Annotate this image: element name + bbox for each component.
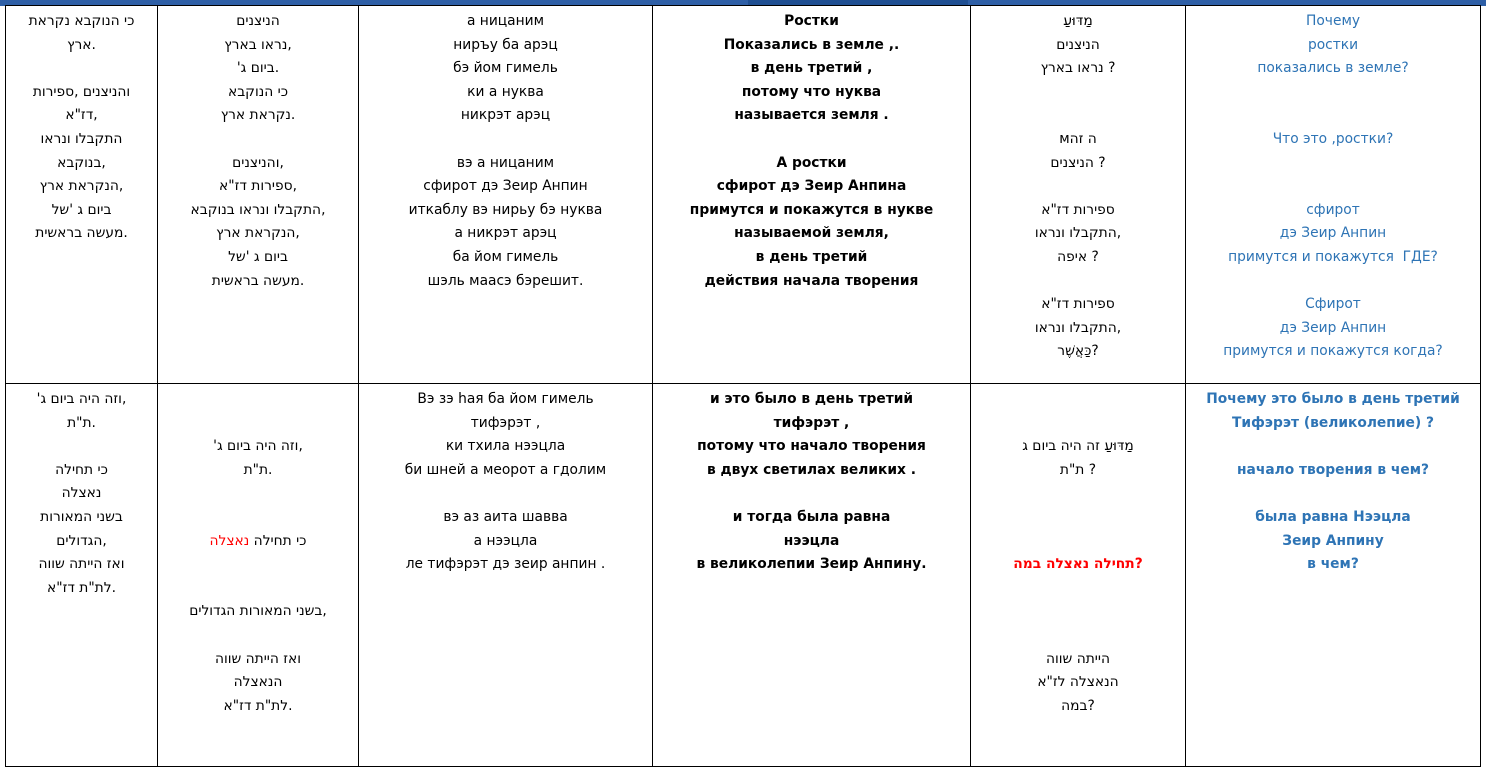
text-line: איפה ? [1057, 248, 1099, 265]
text-line: ת"ת ? [1059, 461, 1097, 478]
text-line: иткаблу вэ нирьу бэ нуква [408, 201, 603, 218]
text-line: נקראת ארץ. [220, 107, 296, 124]
text-line [1188, 104, 1478, 128]
text-line [1188, 270, 1478, 294]
text-line: ואז הייתה שווה [214, 650, 302, 667]
text-line: ת"ת. [67, 414, 96, 431]
text-line: Почему [1305, 13, 1361, 29]
text-line: начало творения в чем? [1237, 461, 1429, 478]
text-line: והניצנים ,ספירות [32, 83, 131, 100]
text-line: ле тифэрэт дэ зеир анпин . [405, 556, 606, 573]
text-line [1188, 175, 1478, 199]
text-line: כי תחילה [55, 461, 108, 478]
highlighted-word: נאצלה [209, 532, 250, 549]
text-line: ביום ג 'של [228, 248, 288, 265]
text-line: вэ а ницаним [456, 154, 555, 171]
text-line: Зеир Анпину [1282, 532, 1384, 549]
table-row [6, 6, 1481, 384]
text-line: в великолепии Зеир Анпину. [696, 556, 927, 573]
text-line: הנקראת ארץ, [39, 178, 124, 195]
text-line: шэль маасэ бэрешит. [427, 272, 584, 289]
text-line: примутся и покажутся в нукве [689, 201, 934, 218]
text-line: ниръу ба арэц [453, 36, 558, 53]
text-line: сфирот [1306, 201, 1360, 218]
text-line: бэ йом гимель [453, 60, 558, 77]
text-line: הנאצלה [233, 674, 283, 691]
text-line [973, 104, 1183, 128]
russian-questions-cell [1186, 384, 1481, 767]
text-line: примутся и покажутся ГДЕ? [1228, 248, 1438, 265]
text-line: התקבלו ונראו, [1034, 319, 1122, 336]
text-line [1188, 152, 1478, 176]
text-line: Ростки [784, 13, 839, 29]
text-line: никрэт арэц [460, 107, 551, 124]
text-line: ארץ. [67, 36, 96, 53]
text-line: הגדולים, [56, 532, 107, 549]
text-line: ת"ת. [243, 461, 273, 478]
text-line [973, 270, 1183, 294]
russian-translation-cell [653, 6, 971, 384]
text-line: ки а нуква [467, 83, 544, 100]
hebrew-source-cell [158, 6, 359, 384]
text-line: тифэрэт , [470, 414, 541, 431]
text-line [655, 482, 968, 506]
text-line: называется земля . [734, 107, 889, 124]
text-line: בנוקבא, [57, 154, 106, 171]
text-line: вэ аз аита шавва [443, 508, 568, 525]
text-line: а ницаним [466, 13, 545, 29]
text-line: дэ Зеир Анпин [1279, 319, 1387, 336]
text-line [1188, 435, 1478, 459]
text-line: הנקראת ארץ, [216, 225, 300, 242]
text-line [973, 482, 1183, 506]
hebrew-questions-cell [971, 6, 1186, 384]
text-line [973, 624, 1183, 648]
text-line [1188, 482, 1478, 506]
text-line: ואז הייתה שווה [38, 556, 125, 573]
text-line: הניצנים [1056, 36, 1100, 53]
text-line: тифэрэт , [773, 414, 850, 431]
text-line [361, 128, 650, 152]
text-line: נאצלה [61, 485, 102, 502]
text-line: сфирот дэ Зеир Анпина [716, 178, 907, 195]
text-line: מעשה בראשית. [211, 272, 305, 289]
text-line: התקבלו ונראו [40, 130, 123, 147]
text-line: והניצנים, [232, 154, 284, 171]
text-line: а нээцла [473, 532, 538, 549]
text-line: ки тхила нээцла [445, 438, 566, 455]
text-line: ביום ג 'של [51, 201, 112, 218]
text-line: мה זה [1059, 130, 1097, 147]
text-line: נראו בארץ ? [1040, 60, 1116, 77]
text-line: была равна Нээцла [1255, 508, 1411, 525]
text-line: ספירות דז"א [1041, 201, 1115, 218]
text-line: 'ביום ג. [236, 60, 280, 77]
text-line: לת"ת דז"א. [223, 697, 293, 714]
russian-questions-cell [1186, 6, 1481, 384]
text-line: כי הנוקבא [227, 83, 289, 100]
text-line: потому что начало творения [697, 438, 926, 455]
source-text: כי תחילה [249, 532, 307, 549]
text-line: נראו בארץ, [224, 36, 292, 53]
text-line: התקבלו ונראו, [1034, 225, 1122, 242]
translation-table [5, 5, 1481, 767]
highlighted-question: תחילה נאצלה במה? [1013, 556, 1143, 573]
text-line: ספירות דז"א [1041, 296, 1115, 313]
text-line: Сфирот [1305, 296, 1361, 313]
text-line: בשני המאורות הגדולים, [189, 603, 327, 620]
text-line [8, 57, 155, 81]
text-line [1188, 81, 1478, 105]
text-line: הניצנים [236, 13, 280, 29]
text-line: Тифэрэт (великолепие) ? [1232, 414, 1434, 431]
text-line: в день третий [755, 248, 868, 265]
text-line: нээцла [783, 532, 840, 549]
russian-translation-cell [653, 384, 971, 767]
hebrew-source-cell [158, 384, 359, 767]
transliteration-cell [359, 384, 653, 767]
text-line: כי הנוקבא נקראת [28, 13, 135, 29]
text-line: называемой земля, [734, 225, 889, 242]
text-line [973, 81, 1183, 105]
text-line: הניצנים ? [1050, 154, 1106, 171]
text-line: הנאצלה לז"א [1037, 674, 1119, 691]
text-line: בשני המאורות [40, 508, 123, 525]
text-line: показались в земле? [1257, 60, 1409, 77]
text-line: ба йом гимель [452, 248, 559, 265]
text-line: במה? [1061, 697, 1095, 714]
text-line: дэ Зеир Анпин [1279, 225, 1387, 242]
text-line: действия начала творения [704, 272, 919, 289]
text-line: 'וזה היה ביום ג, [36, 391, 127, 407]
text-line: ростки [1307, 36, 1359, 53]
text-line: сфирот дэ Зеир Анпин [423, 178, 588, 195]
text-line: Что это ,ростки? [1272, 130, 1394, 147]
text-line: и это было в день третий [709, 391, 914, 407]
text-line: Вэ зэ hая ба йом гимель [417, 391, 594, 407]
text-line: הייתה שווה [1046, 650, 1110, 667]
text-line: а никрэт арэц [454, 225, 557, 242]
hebrew-explanation-cell [6, 384, 158, 767]
text-line: в двух светилах великих . [707, 461, 916, 478]
text-line: и тогда была равна [732, 508, 891, 525]
hebrew-questions-cell [971, 384, 1186, 767]
text-line: מַדּוּעַ זה היה ביום ג [1022, 438, 1134, 455]
text-line: 'וזה היה ביום ג, [213, 438, 303, 455]
table-row [6, 384, 1481, 767]
text-line [160, 624, 356, 648]
text-line: Показались в земле ,. [723, 36, 900, 53]
text-line [160, 128, 356, 152]
text-line: לת"ת דז"א. [47, 579, 116, 596]
text-line: התקבלו ונראו בנוקבא, [190, 201, 326, 218]
text-line: מעשה בראשית. [35, 225, 128, 242]
text-line: примутся и покажутся когда? [1223, 343, 1443, 360]
text-line [8, 435, 155, 459]
hebrew-explanation-cell [6, 6, 158, 384]
text-line [361, 482, 650, 506]
text-line: מַדּוּעַ [1063, 13, 1093, 29]
text-line [655, 128, 968, 152]
text-line: דז"א, [65, 107, 98, 124]
text-line: в день третий , [750, 60, 873, 77]
text-line: Почему это было в день третий [1206, 391, 1460, 407]
text-line: ספירות דז"א, [219, 178, 297, 195]
text-line [973, 175, 1183, 199]
text-line: כַּאֲשֶׁר? [1057, 343, 1099, 360]
text-line: А ростки [776, 154, 847, 171]
text-line: би шней а меорот а гдолим [404, 461, 607, 478]
text-line: в чем? [1307, 556, 1359, 573]
text-line: потому что нуква [741, 83, 882, 100]
transliteration-cell [359, 6, 653, 384]
